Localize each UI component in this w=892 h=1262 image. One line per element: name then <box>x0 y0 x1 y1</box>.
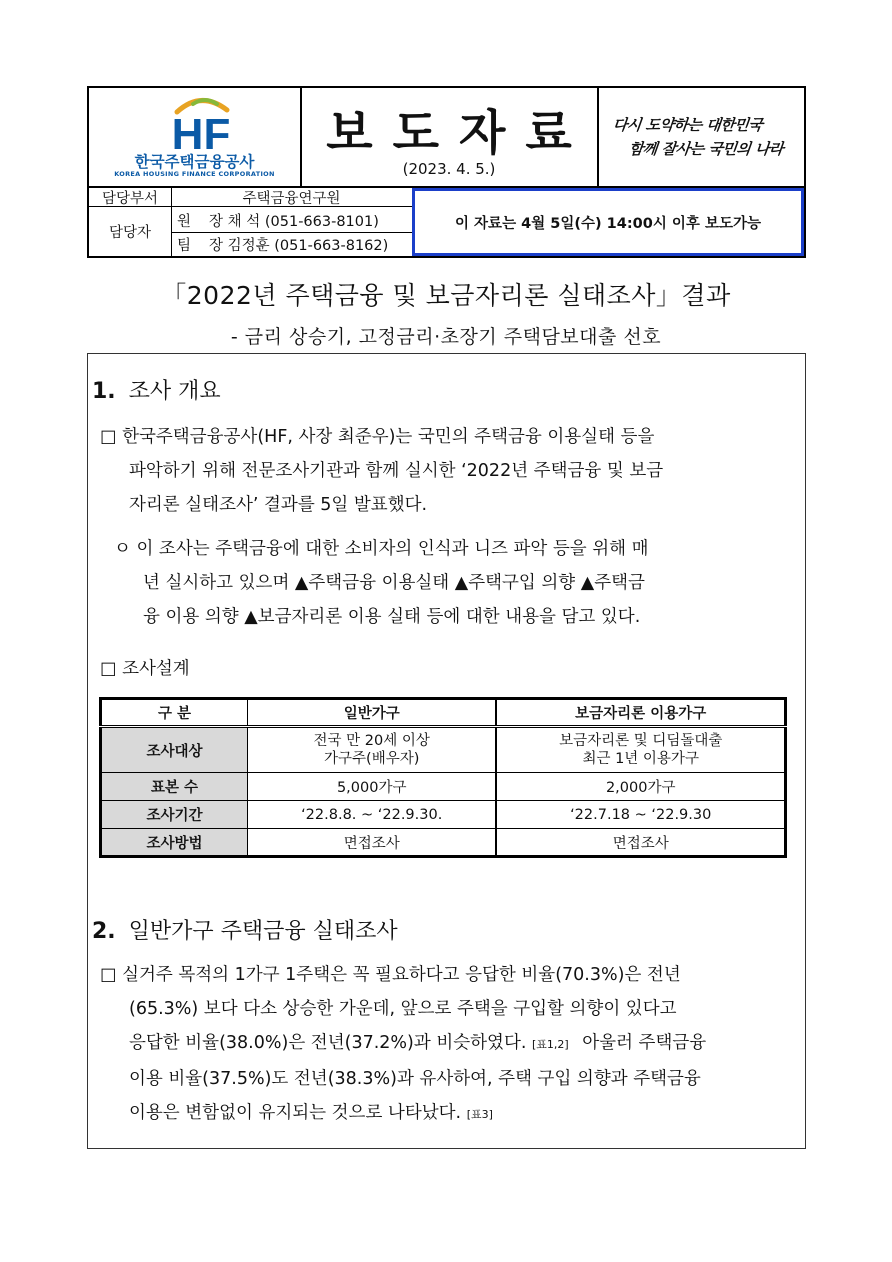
table-row <box>101 801 786 829</box>
cell-general: 면접조사 <box>248 829 497 857</box>
press-header <box>87 86 806 258</box>
contact-area <box>89 188 804 256</box>
section-number: 1. <box>92 379 116 404</box>
dept-value: 주택금융연구원 <box>242 190 341 207</box>
slogan-line2: 함께 잘사는 국민의 나라 <box>628 140 784 158</box>
para-line <box>100 1096 796 1132</box>
cell-line: 보금자리론 및 디딤돌대출 <box>559 733 723 749</box>
table-reference: [표1,2] <box>532 1038 569 1051</box>
para-line: 자리론 실태조사’ 결과를 5일 발표했다. <box>129 495 428 515</box>
para-line: 년 실시하고 있으며 ▲주택금융 이용실태 ▲주택구입 의향 ▲주택금 <box>143 573 645 593</box>
cell-line: 전국 만 20세 이상 <box>313 733 430 749</box>
logo-name-kr: 한국주택금융공사 <box>134 153 255 171</box>
survey-design-table <box>99 697 787 858</box>
header-general: 일반가구 <box>248 699 497 727</box>
dept-label: 담당부서 <box>101 190 159 207</box>
header-bogeum: 보금자리론 이용가구 <box>496 699 785 727</box>
contact-label: 담당자 <box>108 225 152 241</box>
row-label: 조사기간 <box>101 801 248 829</box>
contact-role: 팀 <box>177 237 192 254</box>
contact-row-2 <box>177 233 388 255</box>
contact-row-1 <box>177 209 379 231</box>
para-line: ㅇ 이 조사는 주택금융에 대한 소비자의 인식과 니즈 파악 등을 위해 매 <box>114 539 649 559</box>
section1-paragraph2 <box>114 532 796 634</box>
content-box <box>87 353 806 1149</box>
section2-heading <box>92 914 398 945</box>
hf-logo <box>89 88 300 188</box>
table-reference: [표3] <box>466 1108 493 1121</box>
slogan-line1: 다시 도약하는 대한민국 <box>612 116 764 134</box>
para-text: 아울러 주택금융 <box>582 1033 707 1053</box>
cell-line: 가구주(배우자) <box>324 751 420 767</box>
press-release-block <box>301 88 597 188</box>
cell-line: 최근 1년 이용가구 <box>582 751 699 767</box>
section-title: 일반가구 주택금융 실태조사 <box>128 919 398 944</box>
section1-heading <box>92 374 221 405</box>
slogan <box>599 88 806 188</box>
section-title: 조사 개요 <box>128 379 221 404</box>
logo-name-en: KOREA HOUSING FINANCE CORPORATION <box>114 170 275 178</box>
cell-general: 5,000가구 <box>248 773 497 801</box>
contact-role: 원 <box>177 213 192 230</box>
para-text: 응답한 비율(38.0%)은 전년(37.2%)과 비슷하였다. <box>129 1033 527 1053</box>
section-number: 2. <box>92 919 116 944</box>
table-row <box>101 773 786 801</box>
row-label: 조사대상 <box>101 727 248 773</box>
cell-bogeum: 2,000가구 <box>496 773 785 801</box>
page-title: 「2022년 주택금융 및 보금자리론 실태조사」결과 <box>161 281 731 310</box>
cell-bogeum: 면접조사 <box>496 829 785 857</box>
table-header-row <box>101 699 786 727</box>
para-line: 융 이용 의향 ▲보금자리론 이용 실태 등에 대한 내용을 담고 있다. <box>143 607 641 627</box>
cell-general: ‘22.8.8. ~ ‘22.9.30. <box>248 801 497 829</box>
section2-paragraph <box>100 958 796 1132</box>
contact-detail: 장 김정훈 (051-663-8162) <box>209 237 389 254</box>
table-row <box>101 727 786 773</box>
survey-design-label: □ 조사설계 <box>100 659 190 679</box>
para-line: 파악하기 위해 전문조사기관과 함께 실시한 ‘2022년 주택금융 및 보금 <box>129 461 664 481</box>
header-category: 구 분 <box>101 699 248 727</box>
section1-paragraph1 <box>100 420 796 522</box>
table-row <box>101 829 786 857</box>
cell-bogeum <box>496 727 785 773</box>
press-title: 보도자료 <box>326 105 592 161</box>
hf-logo-icon <box>165 94 237 152</box>
para-line: □ 실거주 목적의 1가구 1주택은 꼭 필요하다고 응답한 비율(70.3%)은 전년 <box>100 965 681 985</box>
row-label: 조사방법 <box>101 829 248 857</box>
embargo-notice: 이 자료는 4월 5일(수) 14:00시 이후 보도가능 <box>412 188 804 256</box>
para-line: 이용 비율(37.5%)도 전년(38.3%)과 유사하여, 주택 구입 의향과 주택금융 <box>129 1069 701 1089</box>
cell-bogeum: ‘22.7.18 ~ ‘22.9.30 <box>496 801 785 829</box>
para-line: □ 한국주택금융공사(HF, 사장 최준우)는 국민의 주택금융 이용실태 등을 <box>100 427 655 447</box>
para-line <box>100 1026 796 1062</box>
row-label: 표본 수 <box>101 773 248 801</box>
logo-mark: HF <box>171 110 231 152</box>
para-text: 이용은 변함없이 유지되는 것으로 나타났다. <box>129 1103 462 1123</box>
release-date: (2023. 4. 5.) <box>402 160 496 178</box>
para-line: (65.3%) 보다 다소 상승한 가운데, 앞으로 주택을 구입할 의향이 있다고 <box>129 999 677 1019</box>
page-subtitle: - 금리 상승기, 고정금리·초장기 주택담보대출 선호 <box>230 326 662 348</box>
contact-detail: 장 채 석 (051-663-8101) <box>209 213 379 230</box>
cell-general <box>248 727 497 773</box>
